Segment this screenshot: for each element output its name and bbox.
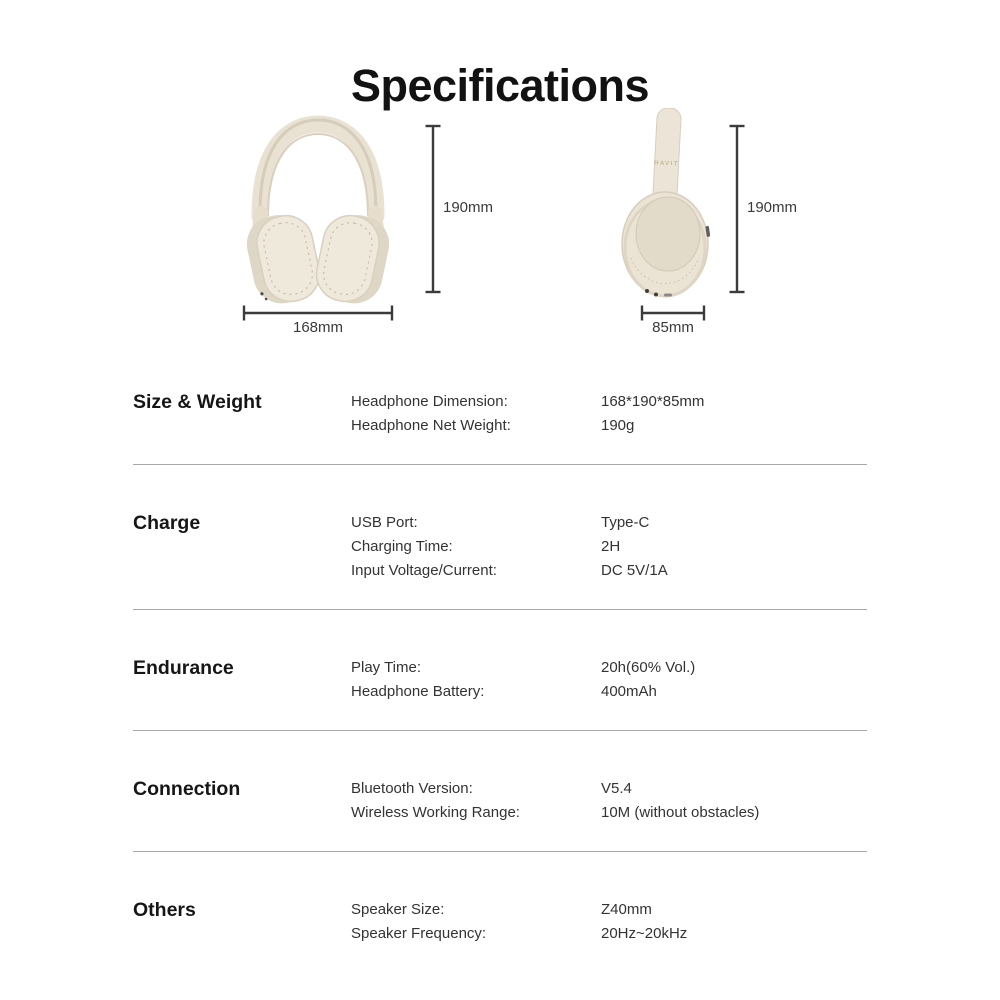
- spec-section-connection: [133, 777, 867, 825]
- spec-section-endurance: [133, 656, 867, 704]
- spec-label: USB Port:: [351, 514, 418, 531]
- spec-section-others: [133, 898, 867, 946]
- spec-label: Charging Time:: [351, 538, 453, 555]
- spec-values: [601, 777, 867, 825]
- spec-label: Play Time:: [351, 659, 422, 676]
- headphones-front-image: [238, 112, 398, 308]
- side-height-dimension-line: [728, 124, 746, 294]
- spec-labels: [351, 777, 601, 825]
- headphones-side-image: [621, 108, 713, 304]
- spec-values: [601, 390, 867, 438]
- spec-section-charge: [133, 511, 867, 583]
- spec-values: [601, 656, 867, 704]
- spec-label: Bluetooth Version:: [351, 780, 473, 797]
- section-divider: [133, 851, 867, 852]
- spec-label: Headphone Dimension:: [351, 393, 508, 410]
- spec-label: Input Voltage/Current:: [351, 562, 497, 579]
- section-divider: [133, 730, 867, 731]
- spec-value: 20Hz~20kHz: [601, 925, 688, 942]
- section-title: Others: [133, 899, 196, 921]
- spec-values: [601, 898, 867, 946]
- spec-value: 168*190*85mm: [601, 393, 705, 410]
- spec-value: DC 5V/1A: [601, 562, 668, 579]
- spec-label: Headphone Battery:: [351, 683, 485, 700]
- section-title: Size & Weight: [133, 391, 262, 413]
- section-title: Endurance: [133, 657, 234, 679]
- section-title: Connection: [133, 778, 241, 800]
- front-height-dimension-label: 190mm: [443, 199, 494, 216]
- spec-section-size-weight: [133, 390, 867, 438]
- spec-values: [601, 511, 867, 583]
- section-divider: [133, 464, 867, 465]
- spec-table: [133, 390, 867, 946]
- brand-label: HAVIT: [654, 160, 680, 168]
- spec-labels: [351, 898, 601, 946]
- spec-value: 2H: [601, 538, 621, 555]
- spec-value: Ζ40mm: [601, 901, 652, 918]
- spec-value: 20h(60% Vol.): [601, 659, 696, 676]
- spec-value: 400mAh: [601, 683, 657, 700]
- side-height-dimension-label: 190mm: [747, 199, 798, 216]
- spec-label: Headphone Net Weight:: [351, 417, 511, 434]
- front-height-dimension-line: [424, 124, 442, 294]
- spec-labels: [351, 390, 601, 438]
- front-width-dimension-label: 168mm: [292, 319, 344, 336]
- section-title: Charge: [133, 512, 201, 534]
- spec-value: 10M (without obstacles): [601, 804, 760, 821]
- spec-value: V5.4: [601, 780, 632, 797]
- spec-label: Speaker Frequency:: [351, 925, 487, 942]
- spec-labels: [351, 656, 601, 704]
- spec-value: 190g: [601, 417, 635, 434]
- spec-label: Speaker Size:: [351, 901, 445, 918]
- spec-value: Type-C: [601, 514, 650, 531]
- section-divider: [133, 609, 867, 610]
- spec-labels: [351, 511, 601, 583]
- side-width-dimension-label: 85mm: [652, 319, 694, 336]
- page-title: Specifications: [350, 60, 650, 112]
- spec-label: Wireless Working Range:: [351, 804, 520, 821]
